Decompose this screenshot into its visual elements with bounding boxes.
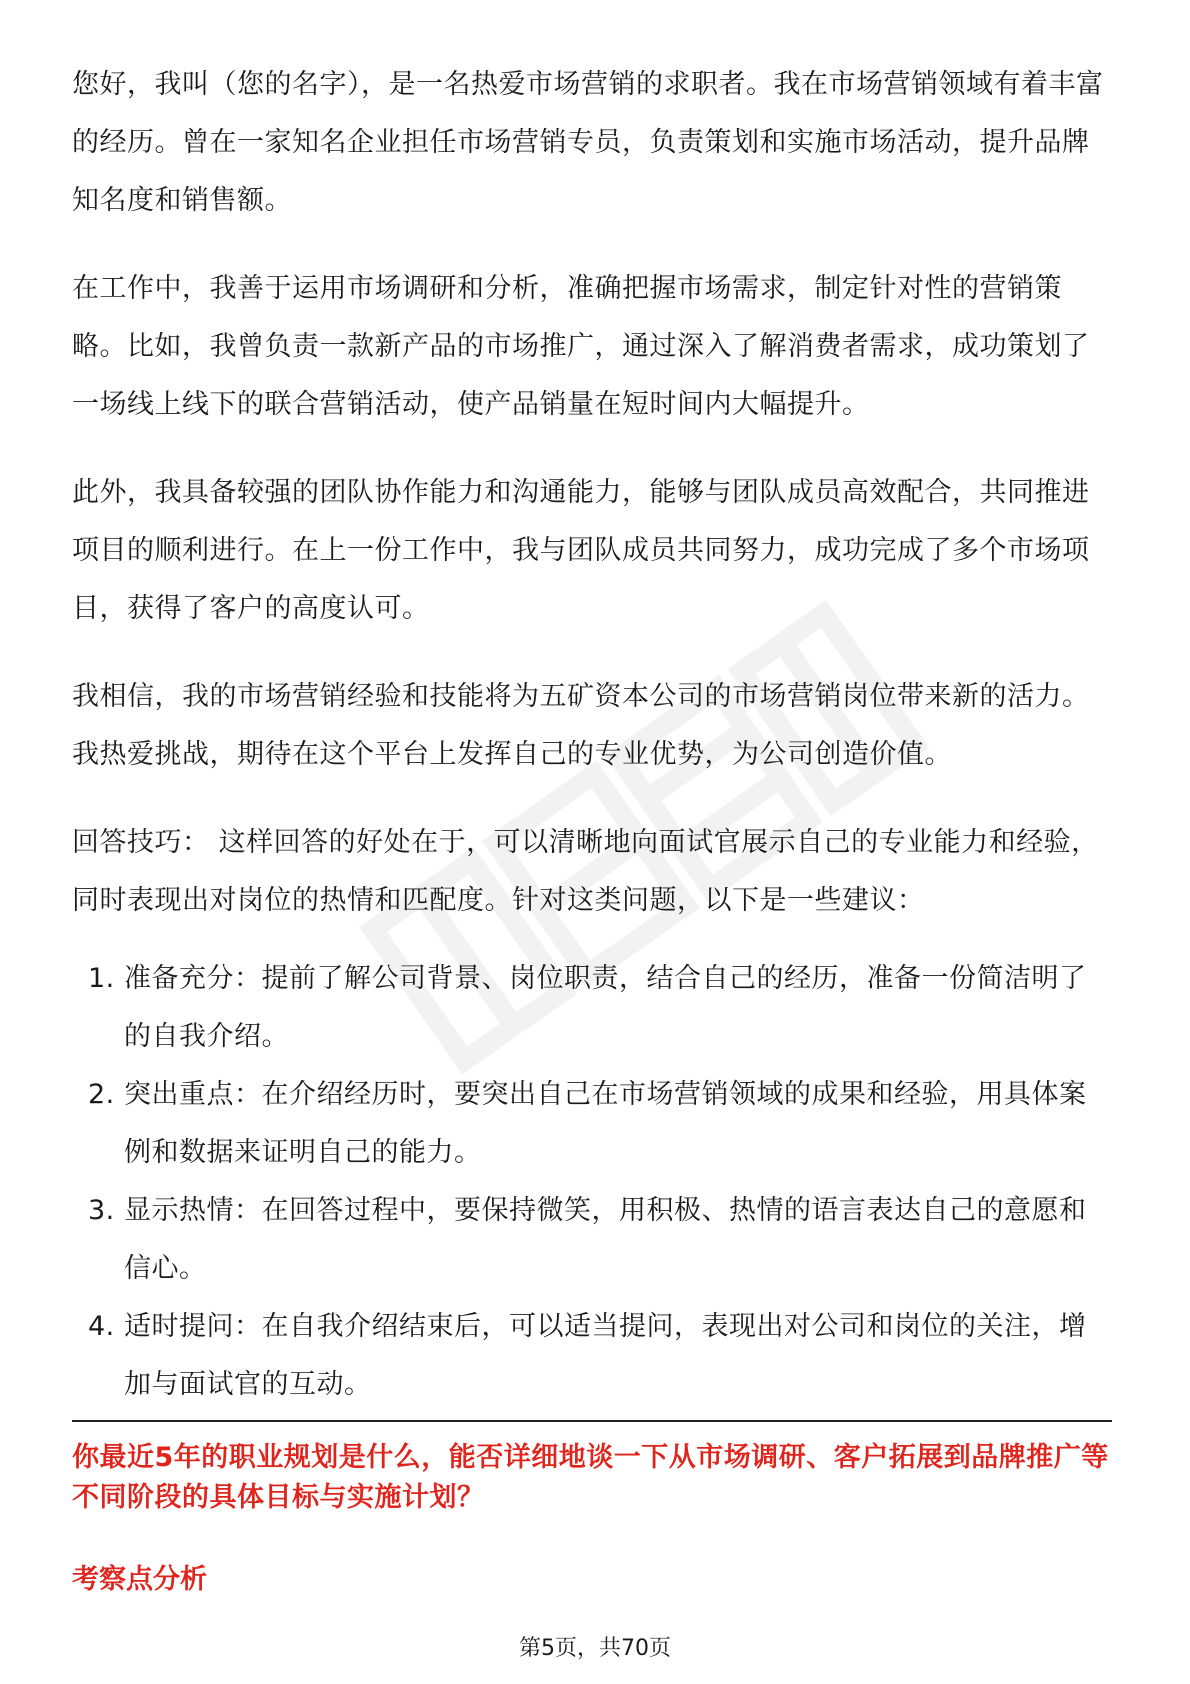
answer-paragraph-2: 在工作中，我善于运用市场调研和分析，准确把握市场需求，制定针对性的营销策略。比如，我曾负责一款新产品的市场推广，通过深入了解消费者需求，成功策划了一场线上线下的联合营销活动，使产品销量在短时间内大幅提升。 bbox=[72, 273, 1090, 420]
list-item-number: 4. bbox=[88, 1311, 115, 1342]
answer-paragraph-4: 我相信，我的市场营销经验和技能将为五矿资本公司的市场营销岗位带来新的活力。我热爱挑战，期待在这个平台上发挥自己的专业优势，为公司创造价值。 bbox=[72, 681, 1090, 770]
answer-paragraph-3: 此外，我具备较强的团队协作能力和沟通能力，能够与团队成员高效配合，共同推进项目的顺利进行。在上一份工作中，我与团队成员共同努力，成功完成了多个市场项目，获得了客户的高度认可。 bbox=[72, 477, 1090, 624]
list-item-number: 1. bbox=[88, 963, 115, 994]
page-footer: 第5页，共70页 bbox=[519, 1636, 671, 1661]
main-content bbox=[72, 56, 1112, 1414]
tips-list bbox=[72, 950, 1112, 1414]
section-divider bbox=[72, 1420, 1112, 1422]
list-item-text: 显示热情：在回答过程中，要保持微笑，用积极、热情的语言表达自己的意愿和信心。 bbox=[124, 1195, 1087, 1284]
list-item-number: 2. bbox=[88, 1079, 115, 1110]
tips-intro: 回答技巧： 这样回答的好处在于，可以清晰地向面试官展示自己的专业能力和经验，同时表现出对岗位的热情和匹配度。针对这类问题，以下是一些建议： bbox=[72, 827, 1099, 916]
list-item-number: 3. bbox=[88, 1195, 115, 1226]
answer-paragraph-1: 您好，我叫（您的名字），是一名热爱市场营销的求职者。我在市场营销领域有着丰富的经历。曾在一家知名企业担任市场营销专员，负责策划和实施市场活动，提升品牌知名度和销售额。 bbox=[72, 69, 1104, 216]
list-item bbox=[72, 1182, 1112, 1298]
next-question-heading: 你最近5年的职业规划是什么，能否详细地谈一下从市场调研、客户拓展到品牌推广等不同阶段的具体目标与实施计划？ bbox=[72, 1442, 1109, 1513]
list-item bbox=[72, 1066, 1112, 1182]
section-title: 考察点分析 bbox=[72, 1564, 207, 1595]
list-item bbox=[72, 1298, 1112, 1414]
list-item-text: 适时提问：在自我介绍结束后，可以适当提问，表现出对公司和岗位的关注，增加与面试官的互动。 bbox=[124, 1311, 1087, 1400]
list-item bbox=[72, 950, 1112, 1066]
list-item-text: 准备充分：提前了解公司背景、岗位职责，结合自己的经历，准备一份简洁明了的自我介绍。 bbox=[124, 963, 1087, 1052]
list-item-text: 突出重点：在介绍经历时，要突出自己在市场营销领域的成果和经验，用具体案例和数据来证明自己的能力。 bbox=[124, 1079, 1087, 1168]
